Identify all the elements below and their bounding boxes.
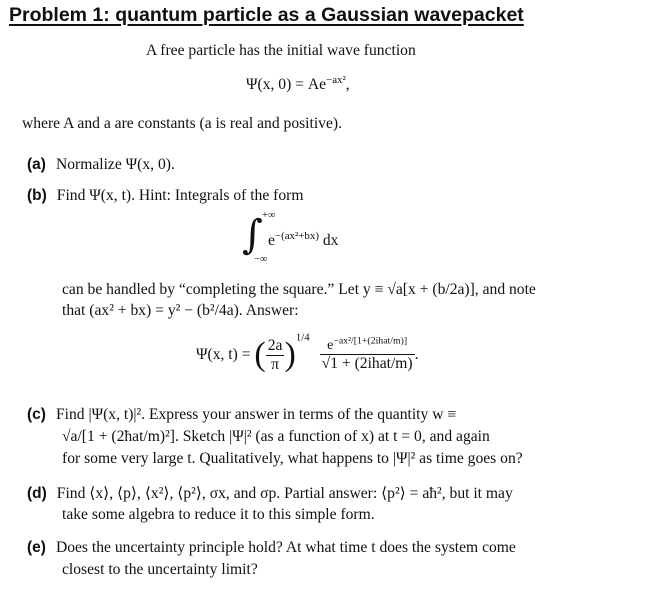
intro-text: A free particle has the initial wave function [146,42,416,59]
integrand: $e^{-(ax^2+bx)}$ dx [268,229,339,249]
answer-lhs: Ψ(x, t) = [196,346,255,363]
part-e-label: (e) [27,539,46,556]
part-c-line1: Find |Ψ(x, t)|². Express your answer in terms of the quantity w ≡ [55,406,457,423]
part-c-line3: for some very large t. Qualitatively, what happens to |Ψ|² as time goes on? [62,450,523,467]
initial-wf-exponent: −ax² [326,73,346,86]
part-e [27,539,516,557]
part-b-line2: that (ax² + bx) = y² − (b²/4a). Answer: [62,302,299,319]
part-b [27,187,303,205]
part-b-label: (b) [27,187,47,204]
part-a-text: Normalize Ψ(x, 0). [55,156,175,173]
initial-wavefunction [246,73,350,94]
answer-power: 1/4 [295,331,310,344]
part-b-line1: can be handled by “completing the square.” Let y ≡ √a[x + (b/2a)], and note [62,281,536,298]
hint-integral [242,208,362,268]
part-a [27,156,175,174]
initial-wf-tail: , [345,76,350,93]
integral-lower-limit: −∞ [254,254,268,265]
answer-main-fraction: $\frac{e^{-ax^2/[1+(2ihat/m)]}}{\text{√1 + (2ihat/m)}}$ [321,334,413,372]
part-d-line2: take some algebra to reduce it to this simple form. [62,506,375,523]
constants-text: where A and a are constants (a is real and positive). [22,115,342,132]
part-e-line1: Does the uncertainty principle hold? At what time t does the system come [55,539,516,556]
part-e-line2: closest to the uncertainty limit? [62,561,258,578]
integral-upper-limit: +∞ [262,210,276,221]
part-c [27,406,456,424]
initial-wf-lhs: Ψ(x, 0) = [246,76,308,93]
integral-sign: ∫ [242,212,263,258]
part-d-line1: Find ⟨x⟩, ⟨p⟩, ⟨x²⟩, ⟨p²⟩, σx, and σp. Partial answer: ⟨p²⟩ = aħ², but it may [56,485,513,502]
part-b-answer: Ψ(x, t) = ( $\frac{2a}{\pi}$ )$^{1/4}$ $\frac{e^{-ax^2/[1+(2ihat/m)]}}{\text{√1 + (2ihat/m)}}$ . [196,331,419,373]
part-b-text: Find Ψ(x, t). Hint: Integrals of the form [56,187,304,204]
initial-wf-base: Ae [307,76,327,93]
part-d-label: (d) [27,485,47,502]
part-a-label: (a) [27,156,46,173]
part-d [27,484,513,503]
problem-title: Problem 1: quantum particle as a Gaussian wavepacket [9,4,524,26]
part-c-label: (c) [27,406,46,423]
answer-prefactor-fraction: $\frac{2a}{\pi}$ [267,336,283,373]
part-c-line2: √a/[1 + (2ħat/m)²]. Sketch |Ψ|² (as a function of x) at t = 0, and again [62,428,490,445]
